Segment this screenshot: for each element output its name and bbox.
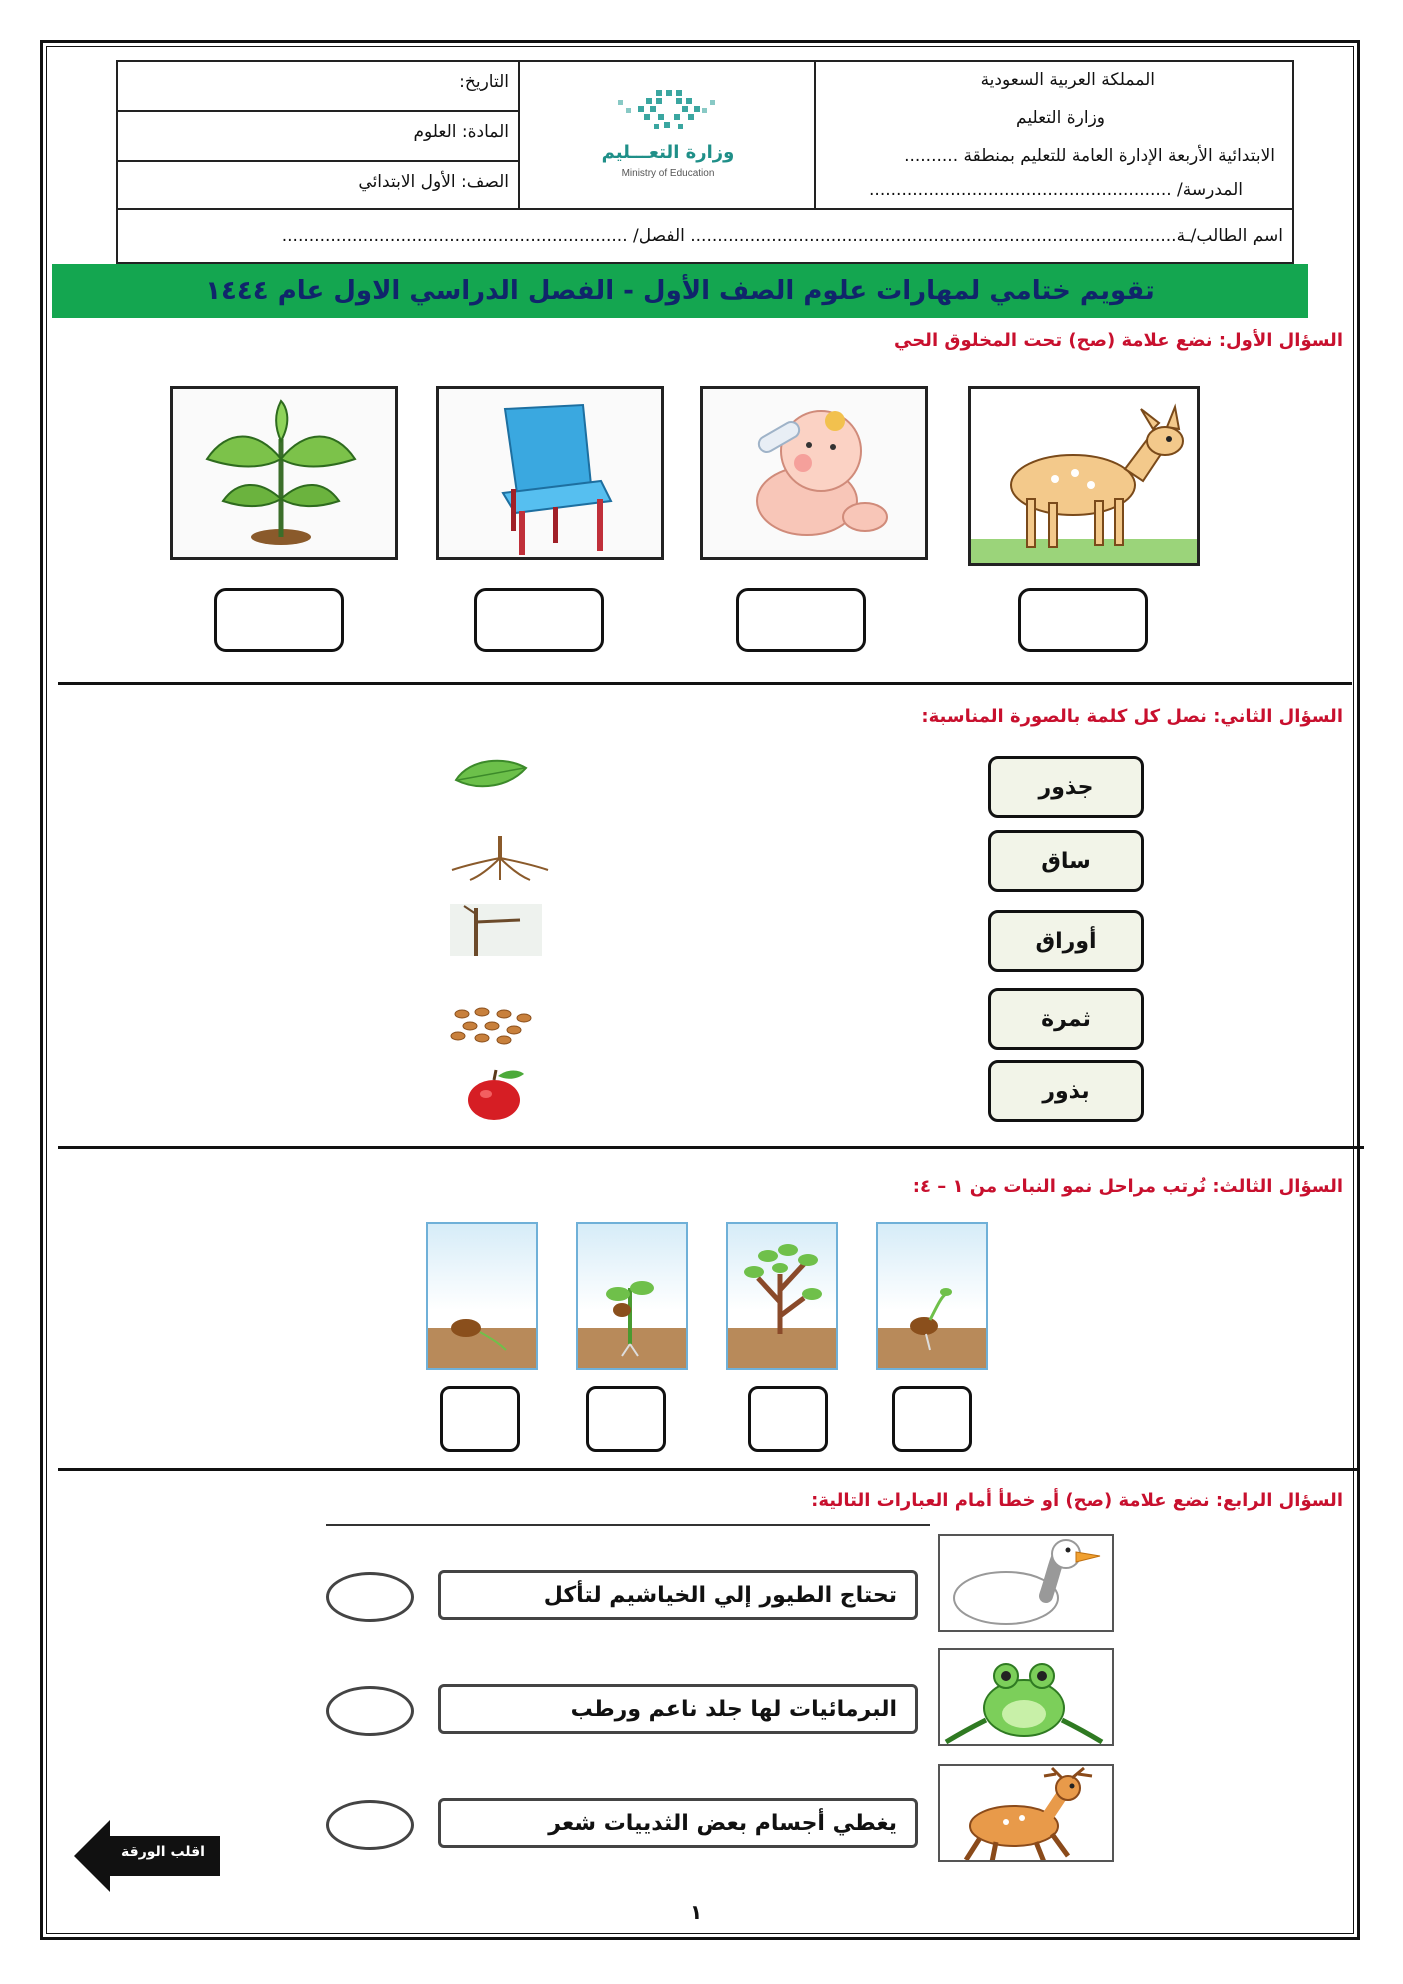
- grade-label: الصف: الأول الابتدائي: [358, 172, 509, 192]
- stage-sprout-icon: [576, 1224, 686, 1370]
- ministry-logo: [598, 80, 738, 190]
- stage-seed-root: [876, 1222, 988, 1370]
- stage-tree: [726, 1222, 838, 1370]
- q4-answer-oval-3[interactable]: [326, 1800, 414, 1850]
- chair-icon: [436, 389, 661, 560]
- kingdom-text: المملكة العربية السعودية: [980, 70, 1155, 90]
- baby-picture: [700, 386, 928, 560]
- stem-picture[interactable]: [450, 904, 542, 956]
- leaf-icon: [450, 752, 530, 800]
- stage-sprout: [576, 1222, 688, 1370]
- plant-picture: [170, 386, 398, 560]
- q3-title: السؤال الثالث: نُرتب مراحل نمو النبات من ١ – ٤:: [912, 1176, 1343, 1197]
- frog-icon: [938, 1650, 1112, 1746]
- q1-answer-box-plant[interactable]: [214, 588, 344, 652]
- roots-icon: [450, 832, 550, 882]
- separator-3: [58, 1468, 1358, 1471]
- stage-seed-icon: [426, 1224, 536, 1370]
- school-text: المدرسة/ ........................................................: [869, 180, 1243, 200]
- word-fruit[interactable]: ثمرة: [988, 988, 1144, 1050]
- baby-icon: [700, 389, 925, 560]
- q3-order-box-1[interactable]: [892, 1386, 972, 1452]
- q3-order-box-2[interactable]: [748, 1386, 828, 1452]
- word-roots[interactable]: جذور: [988, 756, 1144, 818]
- apple-icon: [460, 1066, 532, 1122]
- stage-seed-root-icon: [876, 1224, 986, 1370]
- seeds-icon: [448, 1004, 540, 1046]
- page-number: ١: [690, 1900, 703, 1924]
- word-seeds[interactable]: بذور: [988, 1060, 1144, 1122]
- separator-2: [58, 1146, 1364, 1149]
- q1-answer-box-baby[interactable]: [736, 588, 866, 652]
- q1-answer-box-deer[interactable]: [1018, 588, 1148, 652]
- title-bar: [52, 264, 1308, 318]
- statement-2: البرمائيات لها جلد ناعم ورطب: [438, 1684, 918, 1734]
- q3-order-box-4[interactable]: [440, 1386, 520, 1452]
- q4-answer-oval-1[interactable]: [326, 1572, 414, 1622]
- q3-order-box-3[interactable]: [586, 1386, 666, 1452]
- statement-3: يغطي أجسام بعض الثدييات شعر: [438, 1798, 918, 1848]
- fawn-picture: [938, 1764, 1114, 1862]
- statement-1: تحتاج الطيور إلي الخياشيم لتأكل: [438, 1570, 918, 1620]
- exam-title: تقويم ختامي لمهارات علوم الصف الأول - الفصل الدراسي الاول عام ١٤٤٤: [205, 276, 1155, 306]
- stage-seed: [426, 1222, 538, 1370]
- apple-picture[interactable]: [460, 1066, 532, 1122]
- deer-icon: [968, 389, 1197, 566]
- stem-icon: [450, 904, 542, 956]
- subject-label: المادة: العلوم: [413, 122, 509, 142]
- logo-arabic-text: وزارة التعـــليم: [601, 142, 735, 163]
- directorate-text: الابتدائية الأربعة الإدارة العامة للتعليم بمنطقة ..........: [904, 146, 1275, 166]
- flip-page-arrow[interactable]: [74, 1820, 220, 1892]
- separator-1: [58, 682, 1352, 685]
- seeds-picture[interactable]: [448, 1004, 540, 1046]
- word-stem[interactable]: ساق: [988, 830, 1144, 892]
- q1-title: السؤال الأول: نضع علامة (صح) تحت المخلوق الحي: [894, 330, 1343, 351]
- student-line: اسم الطالب/ـة.......................................................................................... الفصل/ ................................................................: [281, 226, 1283, 246]
- q2-title: السؤال الثاني: نصل كل كلمة بالصورة المناسبة:: [921, 706, 1343, 727]
- q1-answer-box-chair[interactable]: [474, 588, 604, 652]
- duck-picture: [938, 1534, 1114, 1632]
- word-leaves[interactable]: أوراق: [988, 910, 1144, 972]
- q4-top-line: [326, 1524, 930, 1526]
- plant-icon: [170, 389, 395, 560]
- deer-picture: [968, 386, 1200, 566]
- roots-picture[interactable]: [450, 832, 550, 882]
- q4-title: السؤال الرابع: نضع علامة (صح) أو خطأ أمام العبارات التالية:: [811, 1490, 1343, 1511]
- q4-answer-oval-2[interactable]: [326, 1686, 414, 1736]
- leaf-picture[interactable]: [450, 752, 530, 800]
- ministry-text: وزارة التعليم: [1016, 108, 1105, 128]
- fawn-icon: [938, 1766, 1112, 1862]
- stage-tree-icon: [726, 1224, 836, 1370]
- logo-english-text: Ministry of Education: [621, 168, 715, 179]
- frog-picture: [938, 1648, 1114, 1746]
- flip-page-label: اقلب الورقة: [121, 1844, 205, 1860]
- chair-picture: [436, 386, 664, 560]
- date-label: التاريخ:: [459, 72, 509, 92]
- duck-icon: [938, 1536, 1112, 1632]
